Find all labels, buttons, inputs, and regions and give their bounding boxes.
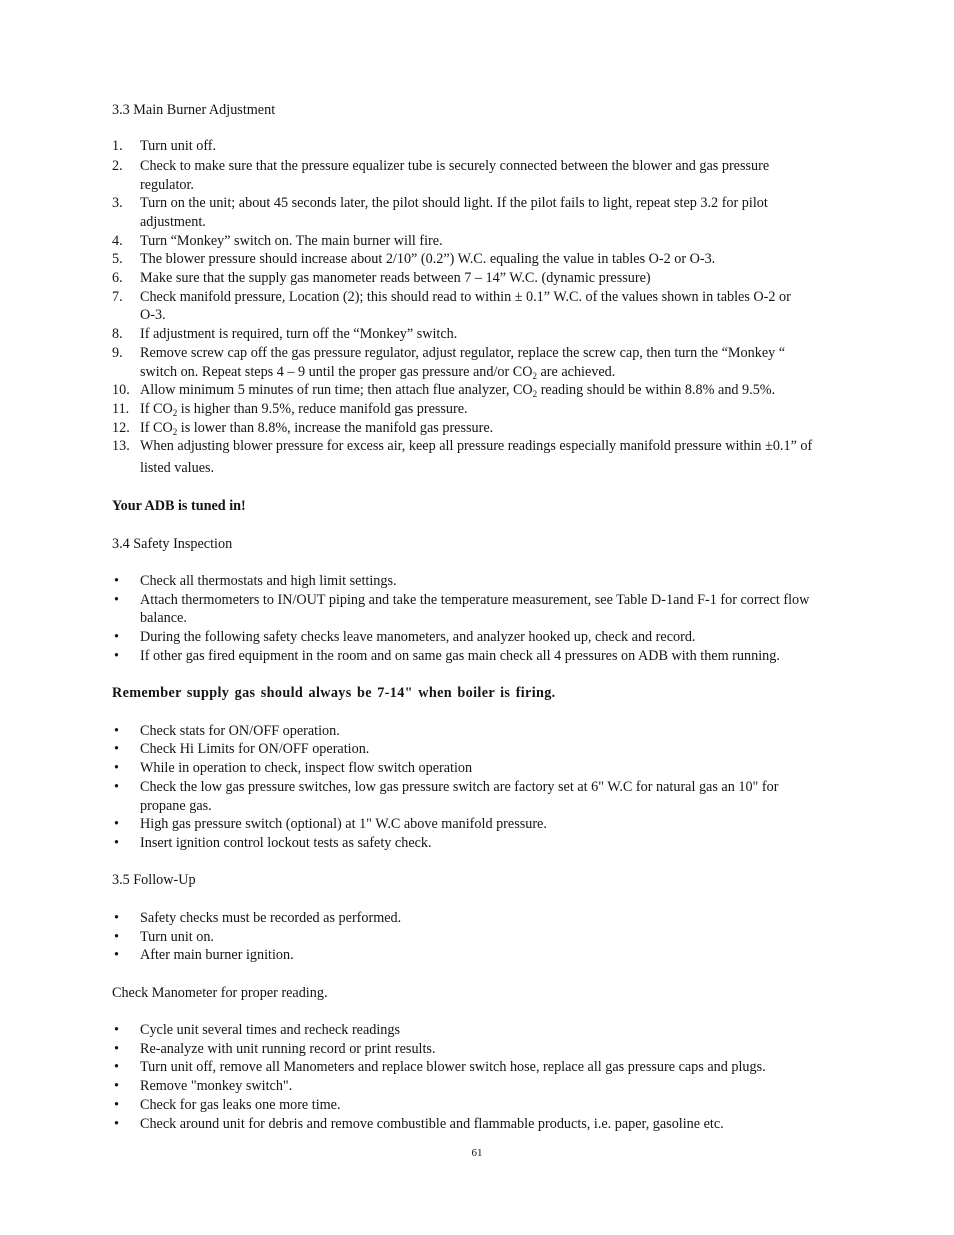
section-heading-safety-inspection: 3.4 Safety Inspection [112,536,233,552]
page-number: 61 [471,1147,483,1159]
manometer-note: Check Manometer for proper reading. [112,985,328,1001]
section-heading-follow-up: 3.5 Follow-Up [112,872,196,888]
remember-note: Remember supply gas should always be 7-14" when boiler is firing. [112,685,556,701]
section-heading-main-burner: 3.3 Main Burner Adjustment [112,102,276,118]
tuned-note: Your ADB is tuned in! [112,498,246,514]
